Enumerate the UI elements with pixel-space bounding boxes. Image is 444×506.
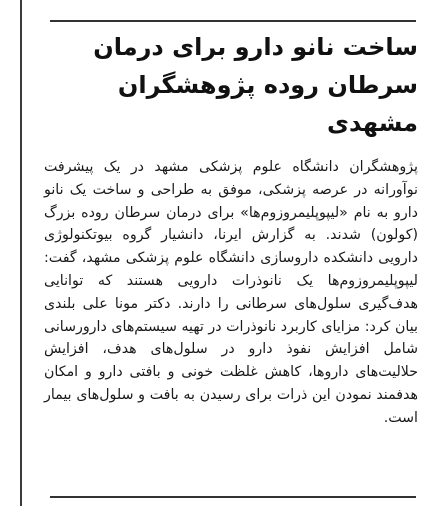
article-body: پژوهشگران دانشگاه علوم پزشکی مشهد در یک پیشرفت نوآورانه در عرصه پزشکی، موفق به طراحی و ساخت یک نانو دارو به نام «لیپوپلیمروزوم‌ها» برای درمان سرطان روده بزرگ (کولون) شدند. به گزارش ایرنا، دانشیار گروه بیوتکنولوژی دارویی دانشکده داروسازی دانشگاه علوم پزشکی مشهد، گفت: لیپوپلیمروزوم‌ها یک نانوذرات دارویی هستند که توانایی هدف‌گیری سلول‌های سرطانی را دارند. دکتر مونا علی بلندی بیان کرد: مزایای کاربرد نانوذرات در تهیه سیستم‌های دارورسانی شامل افزایش نفوذ دارو در سلول‌های هدف، افزایش حلالیت‌های داروها، کاهش غلظت خونی و بافتی دارو و امکان هدفمند نمودن این ذرات برای رسیدن به بافت و سلول‌های بیمار است. [44,159,418,426]
article-headline: ساخت نانو دارو برای درمان سرطان روده پژوهشگران مشهدی [93,33,418,137]
top-rule [50,20,416,22]
news-article [44,28,418,430]
bottom-rule [50,496,416,498]
column-divider-line [20,0,22,506]
